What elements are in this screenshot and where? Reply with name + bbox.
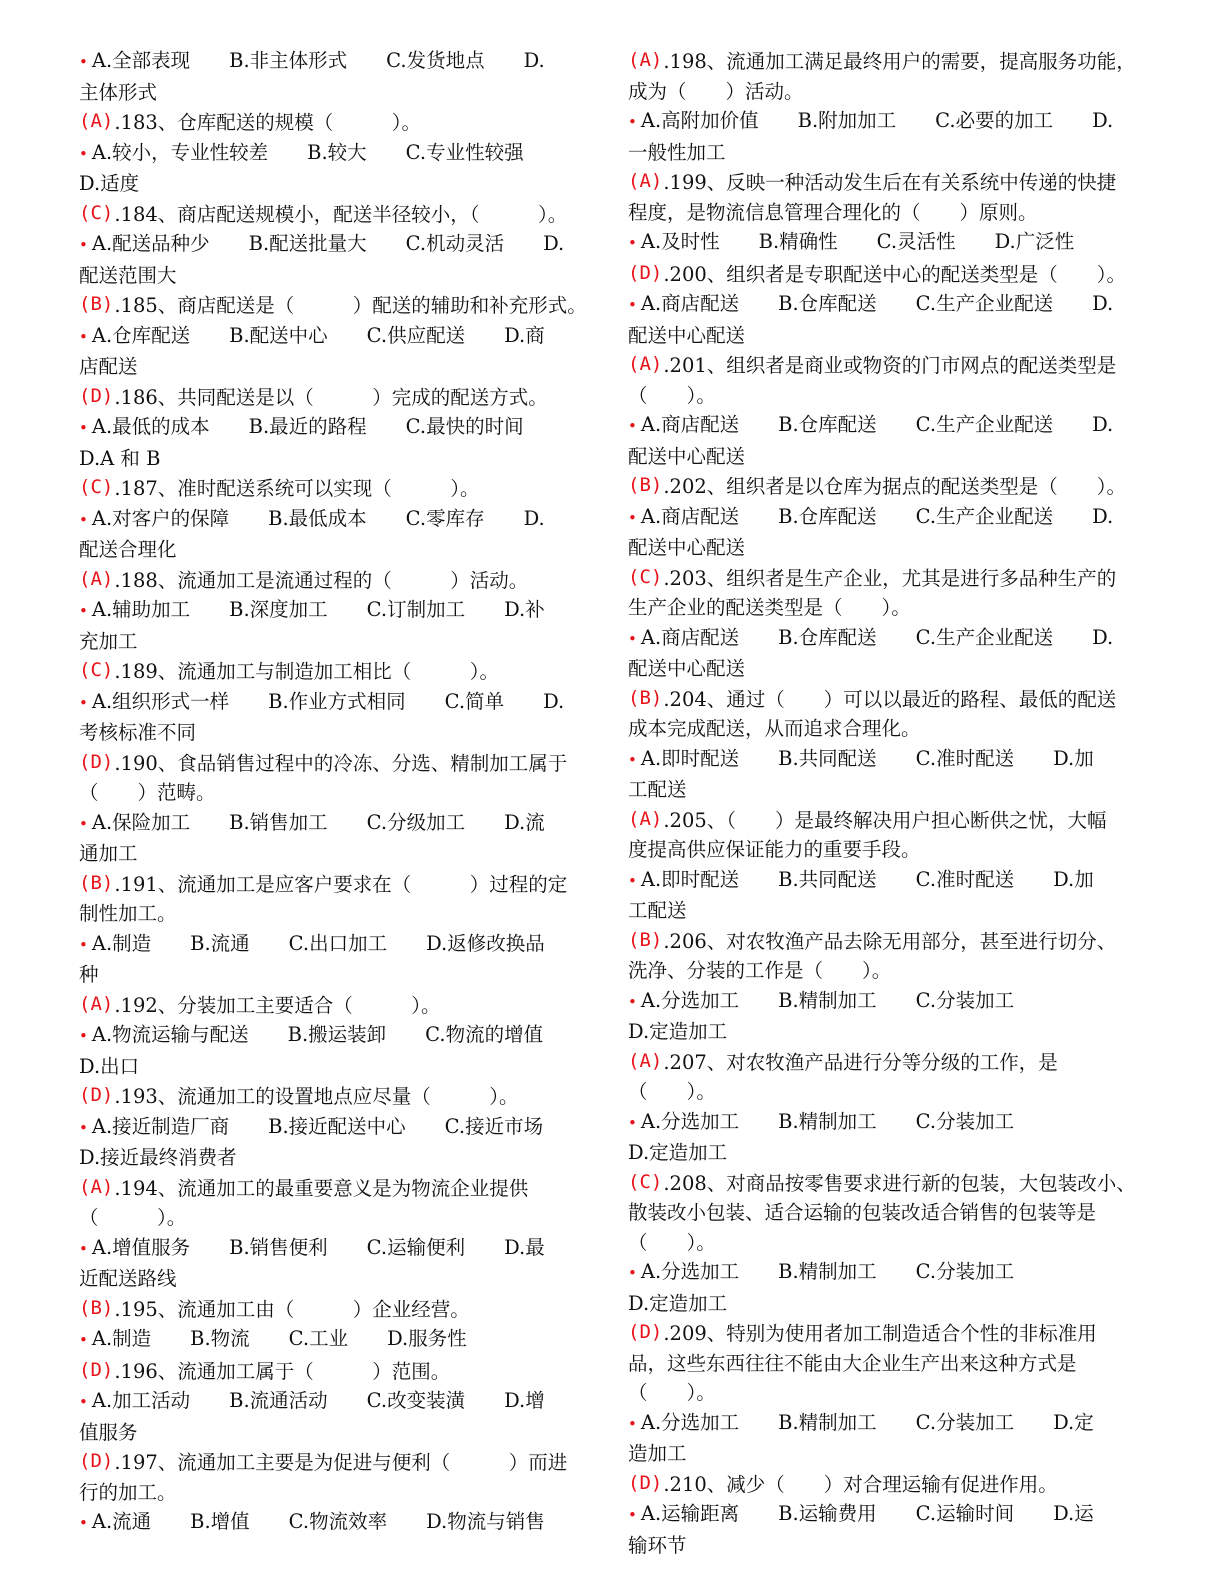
options-text: 考核标准不同: [79, 721, 197, 744]
question-item: [79, 382, 589, 413]
question-text: 194、流通加工的最重要意义是为物流企业提供: [120, 1176, 529, 1200]
answer-separator: .: [663, 808, 670, 832]
question-item: [628, 563, 1138, 594]
options-line: [79, 1112, 589, 1144]
question-item: [628, 1047, 1138, 1107]
question-text: 196、流通加工属于（ ）范围。: [120, 1359, 451, 1383]
question-item: [79, 1081, 589, 1112]
options-text: D.出口: [79, 1054, 140, 1078]
options-line: [628, 502, 1138, 534]
options-line-continued: [79, 1264, 589, 1294]
options-text: 近配送路线: [79, 1267, 177, 1290]
bullet-icon: •: [79, 1239, 88, 1258]
question-text: 185、商店配送是（ ）配送的辅助和补充形式。: [120, 294, 587, 317]
answer-key: (A): [628, 353, 663, 375]
bullet-icon: •: [79, 814, 88, 833]
options-line-continued: [79, 627, 589, 657]
answer-separator: .: [114, 1359, 121, 1383]
options-line: [79, 1020, 589, 1052]
options-line: [628, 1257, 1138, 1289]
options-text: A.分选加工 B.精制加工 C.分装加工: [640, 988, 1015, 1012]
answer-key: (C): [628, 1170, 663, 1193]
answer-separator: .: [663, 475, 670, 498]
options-text: 配送范围大: [79, 263, 177, 287]
answer-key: (B): [628, 928, 663, 951]
options-text: 一般性加工: [628, 140, 726, 164]
answer-separator: .: [663, 929, 670, 953]
answer-key: (D): [79, 1084, 114, 1106]
question-item: [628, 471, 1138, 502]
options-text: A.分选加工 B.精制加工 C.分装加工: [640, 1109, 1015, 1133]
answer-key: (B): [628, 686, 663, 709]
bullet-icon: •: [628, 417, 637, 435]
question-text: 207、对农牧渔产品进行分等分级的工作，是（ ）。: [628, 1050, 1058, 1103]
question-item: [79, 990, 589, 1021]
question-text: 187、准时配送系统可以实现（ ）。: [120, 477, 480, 500]
options-line: [79, 138, 589, 170]
answer-separator: .: [663, 50, 670, 73]
bullet-icon: •: [79, 419, 88, 437]
question-text: 209、特别为使用者加工制造适合个性的非标准用: [669, 1322, 1097, 1345]
answer-key: (A): [79, 567, 114, 590]
answer-separator: .: [114, 1451, 121, 1474]
options-line-continued: [628, 1439, 1138, 1469]
question-text: 197、流通加工主要是为促进与便利（ ）而进: [120, 1451, 568, 1474]
question-text: 198、流通加工满足最终用户的需要，提高服务功能，: [669, 50, 1136, 73]
options-text: D.定造加工: [628, 1020, 728, 1043]
options-line: [79, 504, 589, 536]
question-item: [79, 199, 589, 230]
answer-key: (D): [628, 261, 663, 284]
options-text: 主体形式: [79, 80, 158, 104]
answer-separator: .: [663, 687, 670, 711]
options-text: A.加工活动 B.流通活动 C.改变装潢 D.增: [91, 1389, 545, 1412]
answer-key: (B): [79, 871, 114, 894]
answer-key: (C): [79, 659, 114, 681]
answer-key: (D): [79, 1358, 114, 1381]
question-text-continued: 生产企业的配送类型是（ ）。: [628, 596, 911, 619]
answer-separator: .: [114, 568, 121, 592]
bullet-icon: •: [628, 1506, 637, 1524]
question-text-continued: 成为（ ）活动。: [628, 79, 804, 103]
question-item: [628, 259, 1138, 290]
question-text-continued: （ ）。: [79, 1206, 187, 1229]
answer-key: (B): [79, 293, 114, 315]
question-text: 202、组织者是以仓库为据点的配送类型是（ ）。: [669, 475, 1127, 498]
options-line: [628, 289, 1138, 321]
answer-separator: .: [114, 477, 121, 500]
bullet-icon: •: [79, 935, 88, 954]
answer-separator: .: [114, 1297, 121, 1321]
options-line-continued: [79, 535, 589, 565]
options-line: [79, 1507, 589, 1539]
options-line: [628, 744, 1138, 776]
question-item: [79, 656, 589, 687]
answer-key: (D): [79, 1450, 114, 1472]
bullet-icon: •: [628, 1113, 637, 1132]
options-text: 配送中心配送: [628, 536, 746, 559]
options-line-continued: [79, 1418, 589, 1448]
answer-separator: .: [663, 262, 670, 286]
answer-separator: .: [663, 566, 670, 590]
question-text-continued: 成本完成配送，从而追求合理化。: [628, 717, 921, 740]
options-text: A.增值服务 B.销售便利 C.运输便利 D.最: [91, 1235, 545, 1259]
options-text: D.A 和 B: [79, 446, 161, 470]
question-item: [628, 350, 1138, 381]
bullet-icon: •: [79, 1514, 88, 1532]
question-text-continued: （ ）。: [628, 1230, 716, 1254]
options-line: [628, 865, 1138, 897]
options-text: A.制造 B.物流 C.工业 D.服务性: [91, 1327, 467, 1350]
options-line-continued: [628, 533, 1138, 563]
options-text: D.适度: [79, 172, 140, 195]
question-text: 208、对商品按零售要求进行新的包装，大包装改小、: [669, 1171, 1136, 1195]
question-text: 188、流通加工是流通过程的（ ）活动。: [120, 568, 529, 592]
options-line-continued: [79, 352, 589, 382]
options-text: 工配送: [628, 899, 687, 922]
options-text: 造加工: [628, 1442, 687, 1465]
options-text: 充加工: [79, 629, 138, 653]
options-text: A.及时性 B.精确性 C.灵活性 D.广泛性: [640, 230, 1075, 253]
bullet-icon: •: [628, 871, 637, 890]
answer-separator: .: [114, 1176, 121, 1200]
answer-key: (A): [628, 807, 663, 830]
options-text: 配送合理化: [79, 538, 177, 561]
answer-separator: .: [114, 660, 121, 683]
bullet-icon: •: [79, 1393, 88, 1411]
question-text: 203、组织者是生产企业，尤其是进行多品种生产的: [669, 566, 1117, 590]
options-line-continued: [628, 1531, 1138, 1561]
question-text: 184、商店配送规模小，配送半径较小，（ ）。: [120, 202, 568, 226]
answer-separator: .: [114, 993, 121, 1017]
options-text: D.定造加工: [628, 1291, 728, 1315]
options-text: A.分选加工 B.精制加工 C.分装加工 D.定: [640, 1410, 1094, 1434]
options-line: [79, 687, 589, 719]
question-item: [79, 1447, 589, 1478]
bullet-icon: •: [79, 144, 88, 163]
bullet-icon: •: [79, 53, 88, 71]
options-text: 输环节: [628, 1533, 687, 1557]
answer-separator: .: [114, 751, 121, 775]
options-text: A.商店配送 B.仓库配送 C.生产企业配送 D.: [640, 292, 1114, 315]
answer-separator: .: [663, 1472, 670, 1496]
options-line-continued: [628, 321, 1138, 351]
answer-key: (C): [79, 476, 114, 498]
question-text: 193、流通加工的设置地点应尽量（ ）。: [120, 1085, 519, 1108]
options-text: A.接近制造厂商 B.接近配送中心 C.接近市场: [91, 1114, 544, 1138]
bullet-icon: •: [628, 992, 637, 1011]
question-text: 205、（ ）是最终解决用户担心断供之忧，大幅: [669, 808, 1107, 832]
bullet-icon: •: [628, 234, 637, 252]
answer-key: (D): [79, 384, 114, 407]
options-text: 店配送: [79, 355, 138, 378]
question-item: [628, 46, 1138, 77]
question-text: 206、对农牧渔产品去除无用部分，甚至进行切分、: [669, 929, 1117, 953]
question-text-continued: 制性加工。: [79, 902, 177, 925]
question-text-continued: 散装改小包装、适合运输的包装改适合销售的包装等是: [628, 1201, 1097, 1224]
question-text-continued: （ ）范畴。: [79, 781, 216, 804]
bullet-icon: •: [79, 1118, 88, 1137]
options-text: A.组织形式一样 B.作业方式相同 C.简单 D.: [91, 689, 565, 713]
question-item: [79, 565, 589, 596]
question-text-continued: 洗净、分装的工作是（ ）。: [628, 959, 892, 982]
answer-key: (C): [79, 201, 114, 224]
question-text: 183、仓库配送的规模（ ）。: [120, 111, 422, 134]
options-line-continued: [628, 442, 1138, 472]
options-line: [79, 1324, 589, 1356]
bullet-icon: •: [79, 236, 88, 254]
answer-key: (D): [628, 1471, 663, 1494]
options-text: A.分选加工 B.精制加工 C.分装加工: [640, 1260, 1015, 1283]
options-line: [628, 106, 1138, 138]
options-text: 工配送: [628, 778, 687, 801]
options-text: 配送中心配送: [628, 323, 746, 347]
answer-separator: .: [114, 1085, 121, 1108]
answer-separator: .: [114, 111, 121, 134]
options-line: [628, 623, 1138, 655]
options-line: [79, 929, 589, 961]
question-text: 191、流通加工是应客户要求在（ ）过程的定: [120, 872, 568, 896]
options-line-continued: [79, 718, 589, 748]
answer-separator: .: [663, 1050, 670, 1074]
options-text: A.即时配送 B.共同配送 C.准时配送 D.加: [640, 746, 1094, 770]
question-item: [79, 107, 589, 138]
options-text: A.辅助加工 B.深度加工 C.订制加工 D.补: [91, 598, 545, 621]
options-text: A.全部表现 B.非主体形式 C.发货地点 D.: [91, 49, 545, 72]
question-item: [628, 805, 1138, 836]
answer-key: (D): [628, 1321, 663, 1343]
options-text: A.物流运输与配送 B.搬运装卸 C.物流的增值: [91, 1023, 544, 1046]
options-line: [79, 1386, 589, 1418]
options-line-continued: [79, 261, 589, 291]
answer-separator: .: [114, 202, 121, 226]
answer-separator: .: [114, 294, 121, 317]
question-text: 201、组织者是商业或物资的门市网点的配送类型是: [669, 354, 1117, 377]
options-line: [79, 229, 589, 261]
question-text: 189、流通加工与制造加工相比（ ）。: [120, 660, 500, 683]
answer-separator: .: [114, 385, 121, 409]
options-line-continued: [79, 444, 589, 474]
options-line: [79, 1233, 589, 1265]
options-text: A.流通 B.增值 C.物流效率 D.物流与销售: [91, 1510, 545, 1533]
options-text: 种: [79, 963, 99, 986]
answer-key: (A): [628, 1049, 663, 1072]
options-text: A.商店配送 B.仓库配送 C.生产企业配送 D.: [640, 504, 1114, 528]
question-item: [628, 1318, 1138, 1349]
options-text: A.高附加价值 B.附加加工 C.必要的加工 D.: [640, 109, 1114, 132]
options-line-continued: [628, 654, 1138, 684]
question-text-continued: 度提高供应保证能力的重要手段。: [628, 838, 921, 861]
options-text: A.对客户的保障 B.最低成本 C.零库存 D.: [91, 506, 545, 530]
question-item: [79, 748, 589, 779]
options-line: [628, 227, 1138, 259]
answer-key: (A): [79, 1175, 114, 1198]
question-text: 192、分装加工主要适合（ ）。: [120, 993, 441, 1017]
answer-separator: .: [663, 1322, 670, 1345]
question-item: [79, 869, 589, 900]
options-text: A.较小，专业性较差 B.较大 C.专业性较强: [91, 140, 524, 164]
bullet-icon: •: [628, 508, 637, 527]
question-text: 204、通过（ ）可以以最近的路程、最低的配送: [669, 687, 1117, 711]
options-line: [628, 1499, 1138, 1531]
options-text: 值服务: [79, 1420, 138, 1444]
answer-separator: .: [663, 1171, 670, 1195]
question-text-continued: 程度，是物流信息管理合理化的（ ）原则。: [628, 200, 1038, 224]
bullet-icon: •: [628, 750, 637, 769]
bullet-icon: •: [628, 113, 637, 131]
options-text: A.运输距离 B.运输费用 C.运输时间 D.运: [640, 1502, 1094, 1525]
question-text-continued: 行的加工。: [79, 1480, 177, 1504]
bullet-icon: •: [628, 1414, 637, 1433]
question-text: 195、流通加工由（ ）企业经营。: [120, 1297, 470, 1321]
options-line: [79, 412, 589, 444]
options-line-continued: [79, 1143, 589, 1173]
options-line-continued: [79, 1052, 589, 1082]
bullet-icon: •: [628, 629, 637, 648]
options-text: A.保险加工 B.销售加工 C.分级加工 D.流: [91, 810, 545, 834]
question-item: [628, 167, 1138, 198]
answer-separator: .: [663, 354, 670, 377]
question-item: [79, 1356, 589, 1387]
options-text: A.配送品种少 B.配送批量大 C.机动灵活 D.: [91, 232, 565, 255]
bullet-icon: •: [628, 296, 637, 314]
options-text: A.仓库配送 B.配送中心 C.供应配送 D.商: [91, 323, 545, 347]
options-text: D.接近最终消费者: [79, 1146, 237, 1169]
question-item: [628, 926, 1138, 957]
answer-key: (A): [628, 49, 663, 71]
question-item: [79, 1173, 589, 1204]
options-line: [79, 321, 589, 353]
question-text: 190、食品销售过程中的冷冻、分选、精制加工属于: [120, 751, 568, 775]
options-line: [628, 1408, 1138, 1440]
right-column: [628, 46, 1138, 1560]
answer-key: (B): [79, 1296, 114, 1319]
options-line: [628, 410, 1138, 442]
question-text: 186、共同配送是以（ ）完成的配送方式。: [120, 385, 548, 409]
answer-key: (D): [79, 750, 114, 773]
options-line: [79, 808, 589, 840]
bullet-icon: •: [79, 1331, 88, 1349]
answer-separator: .: [114, 872, 121, 896]
options-line: [79, 46, 589, 78]
options-text: 配送中心配送: [628, 444, 746, 468]
question-item: [79, 290, 589, 321]
options-line-continued: [628, 138, 1138, 168]
options-line: [628, 1107, 1138, 1139]
bullet-icon: •: [79, 693, 88, 712]
answer-key: (A): [79, 992, 114, 1015]
bullet-icon: •: [79, 602, 88, 620]
answer-separator: .: [663, 171, 670, 194]
question-item: [79, 1294, 589, 1325]
left-column: [79, 46, 589, 1539]
question-text: 200、组织者是专职配送中心的配送类型是（ ）。: [669, 262, 1127, 286]
answer-key: (A): [79, 110, 114, 132]
options-line-continued: [79, 839, 589, 869]
options-text: A.商店配送 B.仓库配送 C.生产企业配送 D.: [640, 625, 1114, 649]
answer-key: (B): [628, 474, 663, 496]
question-item: [628, 684, 1138, 715]
options-line-continued: [628, 1138, 1138, 1168]
question-text-continued: 品，这些东西往往不能由大企业生产出来这种方式是: [628, 1351, 1077, 1375]
question-item: [628, 1168, 1138, 1199]
options-text: D.定造加工: [628, 1141, 728, 1164]
options-line: [628, 986, 1138, 1018]
options-line-continued: [628, 896, 1138, 926]
question-item: [79, 473, 589, 504]
options-text: A.商店配送 B.仓库配送 C.生产企业配送 D.: [640, 413, 1114, 436]
options-text: 配送中心配送: [628, 657, 746, 680]
question-text: 199、反映一种活动发生后在有关系统中传递的快捷: [669, 171, 1117, 194]
options-line: [79, 595, 589, 627]
options-text: A.最低的成本 B.最近的路程 C.最快的时间: [91, 415, 524, 438]
bullet-icon: •: [79, 510, 88, 529]
question-item: [628, 1469, 1138, 1500]
bullet-icon: •: [79, 1027, 88, 1045]
options-text: A.制造 B.流通 C.出口加工 D.返修改换品: [91, 931, 545, 955]
options-line-continued: [79, 78, 589, 108]
options-line-continued: [79, 169, 589, 199]
question-text-continued: （ ）。: [628, 1381, 716, 1404]
question-text-continued: （ ）。: [628, 383, 716, 407]
options-text: A.即时配送 B.共同配送 C.准时配送 D.加: [640, 867, 1094, 891]
options-line-continued: [79, 960, 589, 990]
bullet-icon: •: [79, 327, 88, 346]
options-line-continued: [628, 775, 1138, 805]
options-text: 通加工: [79, 842, 138, 865]
options-line-continued: [628, 1017, 1138, 1047]
bullet-icon: •: [628, 1264, 637, 1282]
options-line-continued: [628, 1289, 1138, 1319]
answer-key: (A): [628, 170, 663, 192]
question-text: 210、减少（ ）对合理运输有促进作用。: [669, 1472, 1058, 1496]
answer-key: (C): [628, 565, 663, 588]
